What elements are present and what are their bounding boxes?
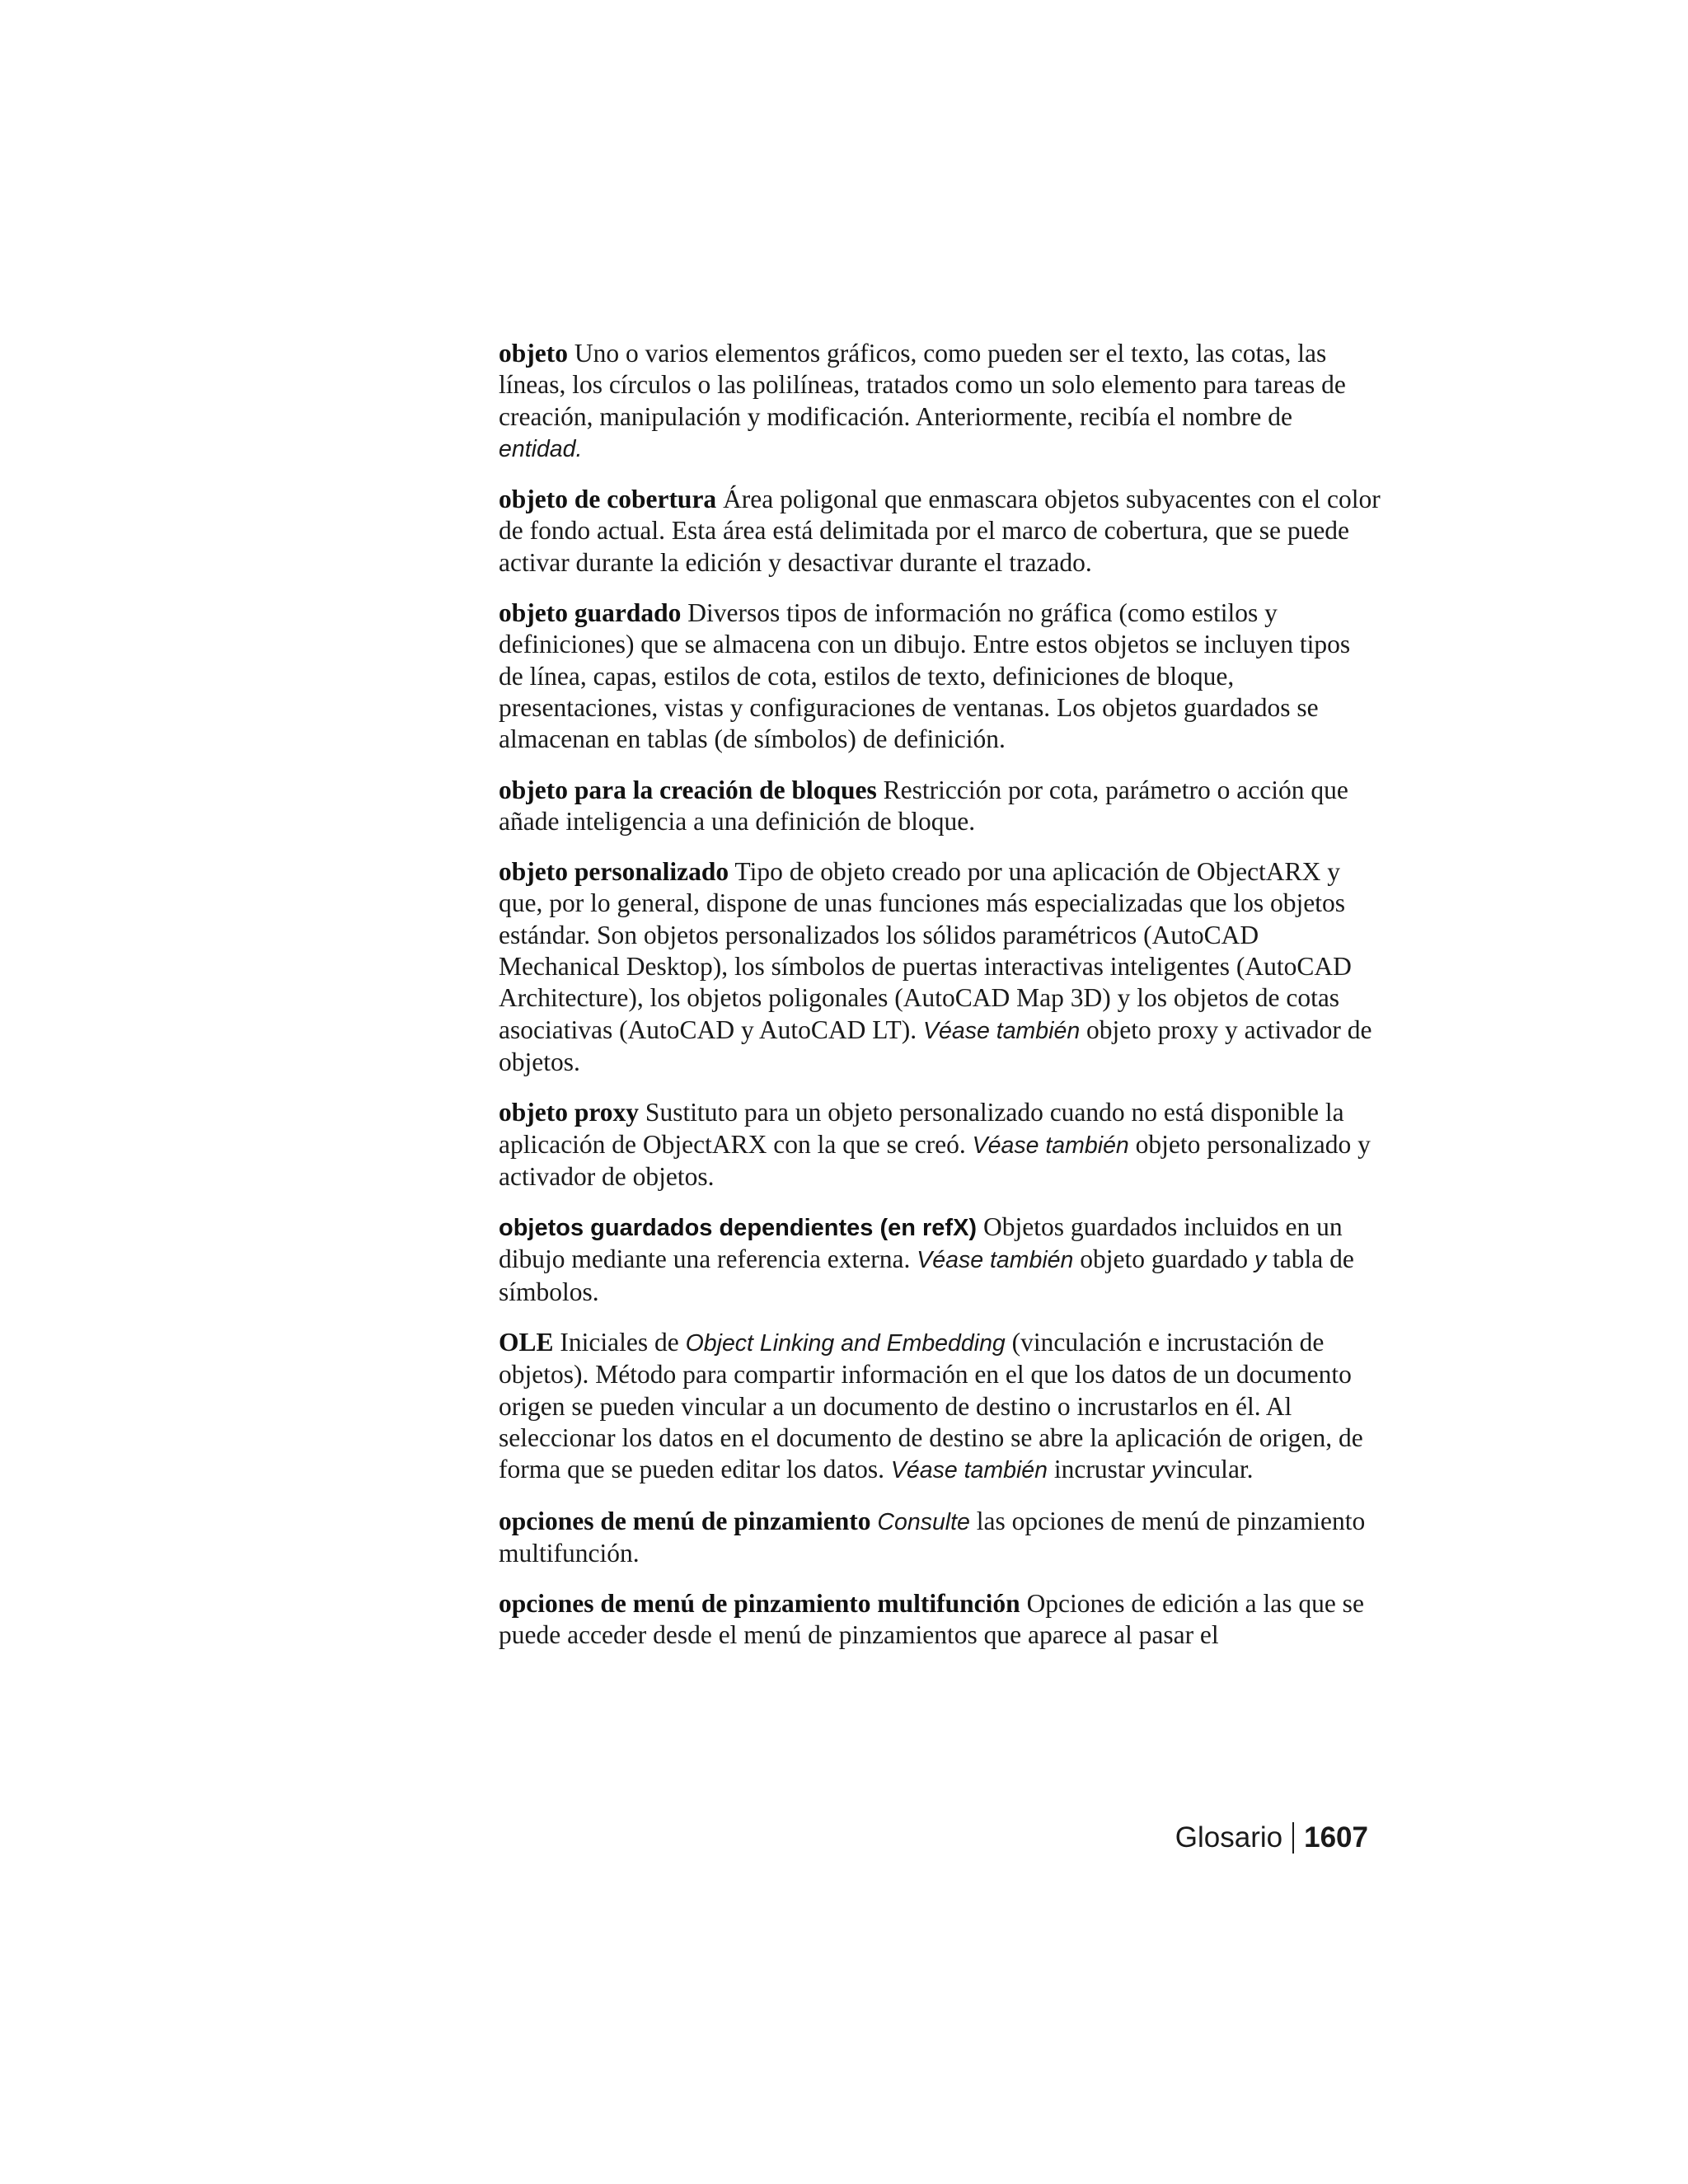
footer-section-title: Glosario [1175, 1821, 1283, 1854]
glossary-entry-objeto-creacion-bloques [499, 775, 1381, 838]
glossary-entry-objeto-personalizado [499, 856, 1381, 1078]
entry-term: objetos guardados dependientes (en refX) [499, 1215, 978, 1242]
entry-definition: Uno o varios elementos gráficos, como pueden ser el texto, las cotas, las líneas, los círculos o las polilíneas, tratados como un solo elemento para tareas de creación, manipulación y modificación. Anteriormente, recibía el nombre de [499, 339, 1346, 431]
entry-italic-text: y [1151, 1457, 1164, 1484]
entry-definition-continued: incrustar [1047, 1455, 1151, 1484]
entry-term: objeto para la creación de bloques [499, 775, 877, 804]
entry-italic-text: Véase también [890, 1457, 1048, 1484]
entry-definition-continued: (vinculación e incrustación de objetos). Método para compartir información en el que los datos de un documento origen se pueden vincular a un documento de destino o incrustarlos en él. Al seleccionar los datos en el documento de destino se abre la aplicación de origen, de forma que se pueden editar los datos. [499, 1328, 1363, 1484]
footer-divider [1292, 1822, 1294, 1854]
entry-definition: Tipo de objeto creado por una aplicación de ObjectARX y que, por lo general, dispone de unas funciones más especializadas que los objetos estándar. Son objetos personalizados los sólidos paramétricos (AutoCAD Mechanical Desktop), los símbolos de puertas interactivas inteligentes (AutoCAD Architecture), los objetos poligonales (AutoCAD Map 3D) y los objetos de cotas asociativas (AutoCAD y AutoCAD LT). [499, 857, 1352, 1044]
entry-definition-continued: las opciones de menú de pinzamiento multifunción. [499, 1506, 1366, 1568]
page-footer [1175, 1821, 1368, 1854]
entry-italic-text: Object Linking and Embedding [685, 1330, 1006, 1357]
glossary-entry-objeto-proxy [499, 1097, 1381, 1193]
entry-definition: Iniciales de [553, 1328, 686, 1357]
glossary-entry-objeto-guardado [499, 598, 1381, 755]
entry-definition: Opciones de edición a las que se puede acceder desde el menú de pinzamientos que aparece al pasar el [499, 1589, 1364, 1650]
entry-italic-text: Véase también [972, 1132, 1129, 1159]
page-number: 1607 [1304, 1821, 1368, 1854]
entry-definition: Área poligonal que enmascara objetos subyacentes con el color de fondo actual. Esta área está delimitada por el marco de cobertura, que se puede activar durante la edición y desactivar durante el trazado. [499, 485, 1381, 577]
entry-definition-continued: tabla de símbolos. [499, 1244, 1354, 1306]
entry-definition: Diversos tipos de información no gráfica (como estilos y definiciones) que se almacena con un dibujo. Entre estos objetos se incluyen tipos de línea, capas, estilos de cota, estilos de texto, definiciones de bloque, presentaciones, vistas y configuraciones de ventanas. Los objetos guardados se almacenan en tablas (de símbolos) de definición. [499, 598, 1351, 754]
entry-definition: Sustituto para un objeto personalizado cuando no está disponible la aplicación de ObjectARX con la que se creó. [499, 1098, 1344, 1159]
entry-definition-continued: objeto guardado [1073, 1244, 1254, 1274]
glossary-entry-objetos-guardados-dependientes [499, 1212, 1381, 1308]
entry-definition: Restricción por cota, parámetro o acción que añade inteligencia a una definición de bloque. [499, 775, 1348, 836]
entry-italic-text: Véase también [917, 1247, 1074, 1274]
entry-definition: Objetos guardados incluidos en un dibujo mediante una referencia externa. [499, 1212, 1343, 1274]
entry-term: opciones de menú de pinzamiento multifunción [499, 1589, 1020, 1619]
entry-term: objeto [499, 339, 568, 368]
entry-term: opciones de menú de pinzamiento [499, 1506, 871, 1535]
entry-italic-text: Consulte [877, 1508, 970, 1535]
entry-italic-text: entidad. [499, 435, 583, 462]
glossary-entry-opciones-menu-pinzamiento-multifuncion [499, 1588, 1381, 1652]
entry-definition-continued: objeto proxy y activador de objetos. [499, 1015, 1372, 1076]
glossary-entry-ole [499, 1327, 1381, 1486]
entry-definition-continued: vincular. [1163, 1455, 1254, 1484]
entry-term: objeto de cobertura [499, 485, 717, 514]
glossary-entry-objeto-de-cobertura [499, 484, 1381, 579]
glossary-entry-opciones-menu-pinzamiento [499, 1506, 1381, 1570]
entry-term: objeto personalizado [499, 857, 729, 887]
glossary-entries [499, 338, 1381, 1652]
entry-term: objeto proxy [499, 1098, 640, 1127]
entry-term: OLE [499, 1328, 554, 1357]
entry-term: objeto guardado [499, 598, 682, 628]
entry-definition-continued: objeto personalizado y activador de objetos. [499, 1129, 1371, 1191]
glossary-entry-objeto [499, 338, 1381, 465]
entry-italic-text: y [1254, 1247, 1267, 1274]
entry-italic-text: Véase también [923, 1017, 1081, 1044]
